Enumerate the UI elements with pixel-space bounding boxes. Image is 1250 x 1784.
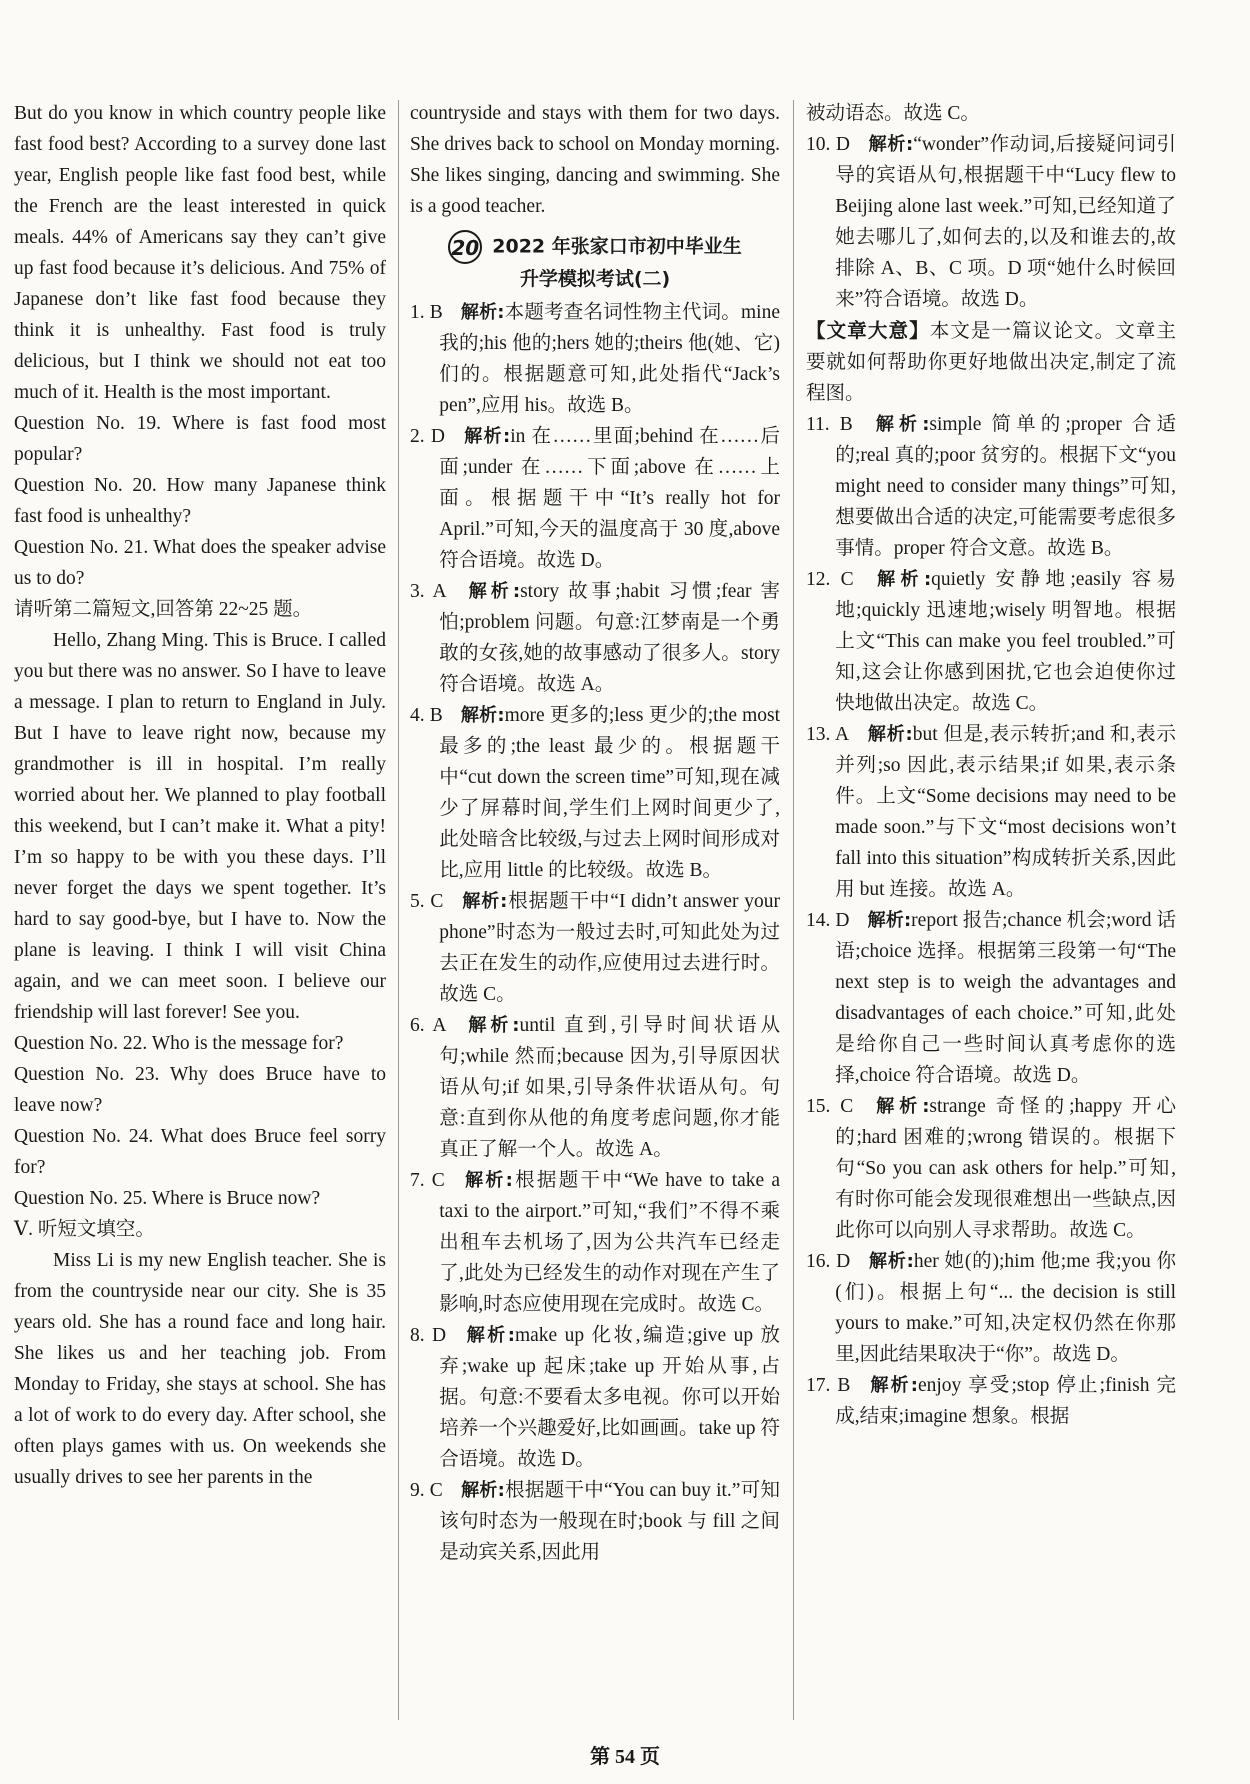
answer-number: 8. D	[410, 1325, 447, 1346]
answer-explanation: strange 奇怪的;happy 开心的;hard 困难的;wrong 错误的。根据下句“So you can ask others for help.”可知,有时你可能会发现很难想出一些缺点,因此你可以向别人寻求帮助。故选 C。	[835, 1096, 1176, 1241]
section-title-line1: 2022 年张家口市初中毕业生	[492, 235, 742, 258]
answer-item	[410, 1475, 780, 1568]
answer-continuation: 被动语态。故选 C。	[806, 103, 980, 124]
passage-paragraph: Question No. 19. Where is fast food most popular?	[14, 413, 386, 465]
answer-explanation: more 更多的;less 更少的;the most 最多的;the least 最少的。根据题干中“cut down the screen time”可知,现在减少了屏幕时间,学生们上网时间更少了,此处暗含比较级,与过去上网时间形成对比,应用 little 的比较级。故选 B。	[439, 705, 780, 881]
answer-number: 16. D	[806, 1251, 851, 1272]
answer-number: 4. B	[410, 705, 443, 726]
analysis-label: 解析:	[460, 705, 505, 726]
answer-explanation: 根据题干中“I didn’t answer your phone”时态为一般过去时,可知此处为过去正在发生的动作,应使用过去进行时。故选 C。	[439, 891, 780, 1005]
answer-item	[410, 1320, 780, 1475]
analysis-label: 解析:	[868, 134, 914, 155]
answer-explanation: story 故事;habit 习惯;fear 害怕;problem 问题。句意:江梦南是一个勇敢的女孩,她的故事感动了很多人。story 符合语境。故选 A。	[439, 581, 780, 695]
answer-number: 7. C	[410, 1170, 445, 1191]
analysis-label: 解析:	[867, 910, 912, 931]
analysis-label: 解析:	[868, 1251, 914, 1272]
article-summary	[806, 315, 1176, 409]
passage-paragraph: Question No. 21. What does the speaker advise us to do?	[14, 537, 386, 589]
section-heading	[410, 230, 780, 295]
column-divider	[398, 100, 399, 1720]
answer-number: 9. C	[410, 1480, 443, 1501]
answer-explanation: enjoy 享受;stop 停止;finish 完成,结束;imagine 想象。根据	[835, 1375, 1176, 1427]
passage-paragraph: Question No. 22. Who is the message for?	[14, 1033, 344, 1054]
analysis-label: 解析:	[462, 426, 511, 447]
passage-paragraph: Miss Li is my new English teacher. She is from the countryside near our city. She is 35 years old. She has a round face and long hair. She likes us and her teaching job. From Monday to Friday, she stays at school. She has a lot of work to do every day. After school, she often plays games with us. On weekends she usually drives to see her parents in the	[14, 1250, 386, 1488]
answer-number: 13. A	[806, 724, 850, 745]
passage-continuation: countryside and stays with them for two days. She drives back to school on Monday morning. She likes singing, dancing and swimming. She is a good teacher.	[410, 103, 780, 217]
answer-item	[410, 1165, 780, 1320]
answer-item	[806, 905, 1176, 1091]
analysis-label: 解析:	[462, 1170, 513, 1191]
passage-paragraph: Question No. 25. Where is Bruce now?	[14, 1188, 321, 1209]
passage-paragraph: Hello, Zhang Ming. This is Bruce. I called you but there was no answer. So I have to leave a message. I plan to return to England in July. But I have to leave right now, because my grandmother is ill in hospital. I’m really worried about her. We planned to play football this weekend, but I can’t make it. What a pity! I’m so happy to be with you these days. I’ll never forget the days we spent together. It’s hard to say good-bye, but I have to. Now the plane is leaving. I think I will visit China again, and we can meet soon. I believe our friendship will last forever! See you.	[14, 630, 386, 1023]
analysis-label: 解析:	[867, 724, 913, 745]
answer-number: 1. B	[410, 302, 443, 323]
section-number-badge: 20	[448, 230, 482, 264]
answer-explanation: 本题考查名词性物主代词。mine 我的;his 他的;hers 她的;theirs 他(她、它)们的。根据题意可知,此处指代“Jack’s pen”,应用 his。故选 B。	[439, 302, 780, 416]
column-divider	[793, 100, 794, 1720]
answer-item	[806, 719, 1176, 905]
analysis-label: 解析:	[464, 1015, 520, 1036]
answer-item	[410, 886, 780, 1010]
answer-item	[806, 129, 1176, 315]
answer-explanation: quietly 安静地;easily 容易地;quickly 迅速地;wisely 明智地。根据上文“This can make you feel troubled.”可知,这会让你感到困扰,它也会迫使你过快地做出决定。故选 C。	[835, 569, 1176, 714]
answer-item	[806, 1091, 1176, 1246]
answer-number: 6. A	[410, 1015, 447, 1036]
answer-explanation: 根据题干中“We have to take a taxi to the airport.”可知,“我们”不得不乘出租车去机场了,因为公共汽车已经走了,此处为已经发生的动作对现在产生了影响,时态应使用现在完成时。故选 C。	[439, 1170, 780, 1315]
passage-paragraph: 请听第二篇短文,回答第 22~25 题。	[14, 599, 313, 620]
answer-number: 3. A	[410, 581, 447, 602]
answer-list-middle	[410, 297, 780, 1568]
answer-explanation: report 报告;chance 机会;word 话语;choice 选择。根据第三段第一句“The next step is to weigh the advantages and disadvantages of each choice.”可知,此处是给你自己一些时间认真考虑你的选择,choice 符合语境。故选 D。	[835, 910, 1176, 1086]
answer-explanation: simple 简单的;proper 合适的;real 真的;poor 贫穷的。根据下文“you might need to consider many things”可知,想要做出合适的决定,可能需要考虑很多事情。proper 符合文意。故选 B。	[835, 414, 1176, 559]
passage-paragraph: But do you know in which country people like fast food best? According to a survey done last year, English people like fast food best, while the French are the least interested in quick meals. 44% of Americans say they can’t give up fast food because it’s delicious. And 75% of Japanese don’t like fast food because they think it is unhealthy. Fast food is truly delicious, but I think we should not eat too much of it. Health is the most important.	[14, 103, 386, 403]
answer-number: 5. C	[410, 891, 444, 912]
answer-number: 15. C	[806, 1096, 854, 1117]
passage-paragraph: Ⅴ. 听短文填空。	[14, 1219, 155, 1240]
column-middle	[410, 98, 780, 1568]
analysis-label: 解析:	[868, 1375, 918, 1396]
analysis-label: 解析:	[464, 581, 521, 602]
column-right	[806, 98, 1176, 1432]
answer-number: 10. D	[806, 134, 850, 155]
answer-item	[806, 1246, 1176, 1370]
answer-item	[410, 576, 780, 700]
answer-explanation: “wonder”作动词,后接疑问词引导的宾语从句,根据题干中“Lucy flew to Beijing alone last week.”可知,已经知道了她去哪儿了,如何去的,以及和谁去的,故排除 A、B、C 项。D 项“她什么时候回来”符合语境。故选 D。	[835, 134, 1176, 310]
answer-number: 11. B	[806, 414, 853, 435]
answer-item	[410, 297, 780, 421]
answer-number: 14. D	[806, 910, 850, 931]
answer-item	[410, 1010, 780, 1165]
summary-text: 本文是一篇议论文。文章主要就如何帮助你更好地做出决定,制定了流程图。	[806, 321, 1176, 404]
answer-item	[806, 409, 1176, 564]
page-number: 第 54 页	[590, 1746, 660, 1768]
analysis-label: 解析:	[461, 891, 508, 912]
analysis-label: 解析:	[460, 302, 505, 323]
passage-paragraph: Question No. 23. Why does Bruce have to leave now?	[14, 1064, 386, 1116]
analysis-label: 解析:	[870, 414, 930, 435]
answer-item	[410, 421, 780, 576]
analysis-label: 解析:	[871, 1096, 930, 1117]
answer-explanation: make up 化妆,编造;give up 放弃;wake up 起床;take up 开始从事,占据。句意:不要看太多电视。你可以开始培养一个兴趣爱好,比如画画。take up 符合语境。故选 D。	[439, 1325, 780, 1470]
answer-number: 2. D	[410, 426, 445, 447]
answer-explanation: but 但是,表示转折;and 和,表示并列;so 因此,表示结果;if 如果,表示条件。上文“Some decisions may need to be made soon.”与下文“most decisions won’t fall into this situation”构成转折关系,因此用 but 连接。故选 A。	[835, 724, 1176, 900]
section-title-line2: 升学模拟考试(二)	[519, 268, 671, 290]
answer-explanation: 根据题干中“You can buy it.”可知该句时态为一般现在时;book 与 fill 之间是动宾关系,因此用	[439, 1480, 781, 1563]
answer-item	[806, 564, 1176, 719]
summary-label: 【文章大意】	[806, 319, 930, 342]
passage-paragraph: Question No. 20. How many Japanese think fast food is unhealthy?	[14, 475, 386, 527]
passage-paragraph: Question No. 24. What does Bruce feel sorry for?	[14, 1126, 386, 1178]
answer-item	[806, 1370, 1176, 1432]
answer-explanation: until 直到,引导时间状语从句;while 然而;because 因为,引导原因状语从句;if 如果,引导条件状语从句。句意:直到你从他的角度考虑问题,你才能真正了解一个人。故选 A。	[439, 1015, 780, 1160]
answer-list-right-a	[806, 129, 1176, 315]
answer-explanation: her 她(的);him 他;me 我;you 你(们)。根据上句“... the decision is still yours to make.”可知,决定权仍然在你那里,因此结果取决于“你”。故选 D。	[835, 1251, 1176, 1365]
answer-explanation: in 在……里面;behind 在……后面;under 在……下面;above 在……上面。根据题干中“It’s really hot for April.”可知,今天的温度高于 30 度,above 符合语境。故选 D。	[439, 426, 780, 571]
analysis-label: 解析:	[871, 569, 932, 590]
analysis-label: 解析:	[464, 1325, 515, 1346]
column-left	[14, 98, 386, 1493]
answer-number: 12. C	[806, 569, 854, 590]
answer-list-right-b	[806, 409, 1176, 1432]
answer-item	[410, 700, 780, 886]
analysis-label: 解析:	[460, 1480, 505, 1501]
answer-number: 17. B	[806, 1375, 851, 1396]
